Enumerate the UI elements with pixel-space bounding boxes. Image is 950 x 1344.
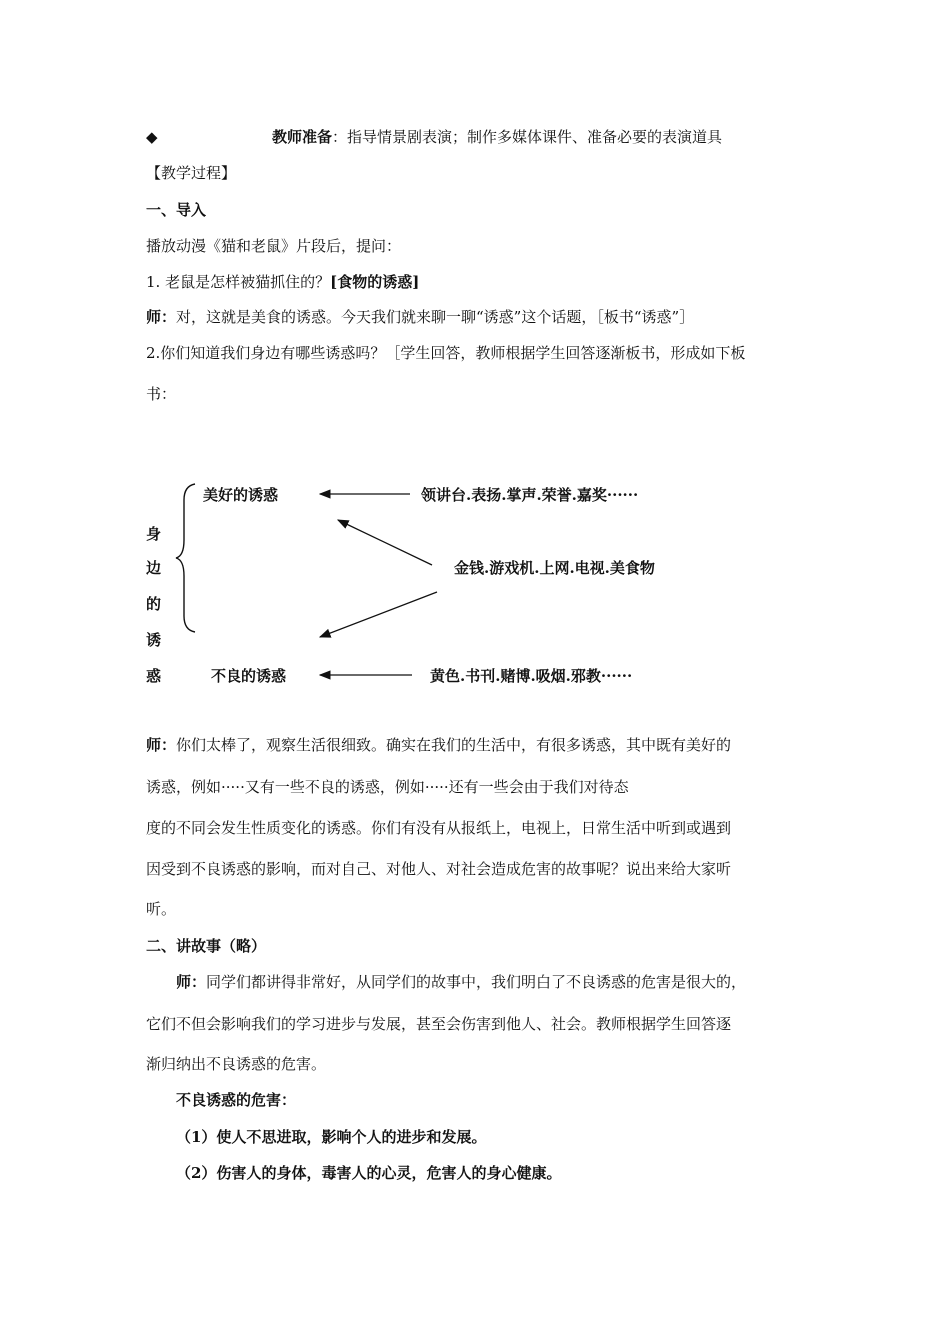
section2-line-1 [176, 972, 746, 992]
vertical-label-char: 边 [146, 559, 162, 577]
harm-item-1: （1）使人不思进取，影响个人的进步和发展。 [176, 1128, 487, 1146]
section2-text: 同学们都讲得非常好，从同学们的故事中，我们明白了不良诱惑的危害是很大的， [206, 973, 747, 991]
bad-examples: 黄色.书刊.赌博.吸烟.邪教······ [430, 667, 633, 685]
question-1-answer: [食物的诱惑] [330, 273, 420, 291]
section2-line-2: 它们不但会影响我们的学习进步与发展，甚至会伤害到他人、社会。教师根据学生回答逐 [146, 1015, 732, 1033]
teacher2-line-3: 度的不同会发生性质变化的诱惑。你们有没有从报纸上，电视上，日常生活中听到或遇到 [146, 819, 732, 837]
harm-heading: 不良诱惑的危害： [176, 1091, 297, 1109]
teacher2-line-5: 听。 [146, 900, 177, 918]
vertical-label-char: 的 [146, 595, 162, 613]
harm-item-2: （2）伤害人的身体，毒害人的心灵，危害人的身心健康。 [176, 1164, 562, 1182]
question-1-text: 1. 老鼠是怎样被猫抓住的？ [146, 273, 331, 291]
teacher2-text: 你们太棒了，观察生活很细致。确实在我们的生活中，有很多诱惑，其中既有美好的 [176, 736, 732, 754]
teacher2-line-2: 诱惑，例如·····又有一些不良的诱惑，例如·····还有一些会由于我们对待态 [146, 778, 629, 796]
vertical-label-char: 诱 [146, 631, 162, 649]
brace-icon [176, 484, 195, 632]
teacher-label: 师： [146, 736, 177, 754]
arrow-middle-bad [320, 592, 437, 637]
teacher-label: 师： [146, 308, 177, 326]
question-2-line-1: 2.你们知道我们身边有哪些诱惑吗？［学生回答，教师根据学生回答逐渐板书，形成如下板 [146, 344, 746, 362]
middle-examples: 金钱.游戏机.上网.电视.美食物 [454, 559, 655, 577]
bullet-icon: ◆ [146, 128, 158, 146]
vertical-label-char: 身 [146, 525, 162, 543]
preparation-text: 指导情景剧表演；制作多媒体课件、准备必要的表演道具 [347, 128, 723, 146]
section1-heading: 一、导入 [146, 201, 207, 219]
vertical-label-char: 惑 [146, 667, 162, 685]
good-temptation-label: 美好的诱惑 [203, 486, 279, 504]
arrow-middle-good [338, 520, 432, 565]
preparation-colon: ： [332, 128, 348, 146]
section2-line-3: 渐归纳出不良诱惑的危害。 [146, 1055, 327, 1073]
teacher2-line-4: 因受到不良诱惑的影响，而对自己、对他人、对社会造成危害的故事呢？说出来给大家听 [146, 860, 732, 878]
teacher2-line-1 [146, 735, 731, 755]
teacher-label: 师： [176, 973, 207, 991]
bad-temptation-label: 不良的诱惑 [211, 667, 287, 685]
section2-heading: 二、讲故事（略） [146, 937, 267, 955]
preparation-label: 教师准备 [272, 128, 333, 146]
process-heading: 【教学过程】 [146, 164, 237, 182]
question-2-line-2: 书： [146, 385, 177, 403]
teacher-text: 对，这就是美食的诱惑。今天我们就来聊一聊“诱惑”这个话题，［板书“诱惑”］ [176, 308, 695, 326]
good-examples: 领讲台.表扬.掌声.荣誉.嘉奖······ [421, 486, 639, 504]
intro-text: 播放动漫《猫和老鼠》片段后，提问： [146, 237, 402, 255]
